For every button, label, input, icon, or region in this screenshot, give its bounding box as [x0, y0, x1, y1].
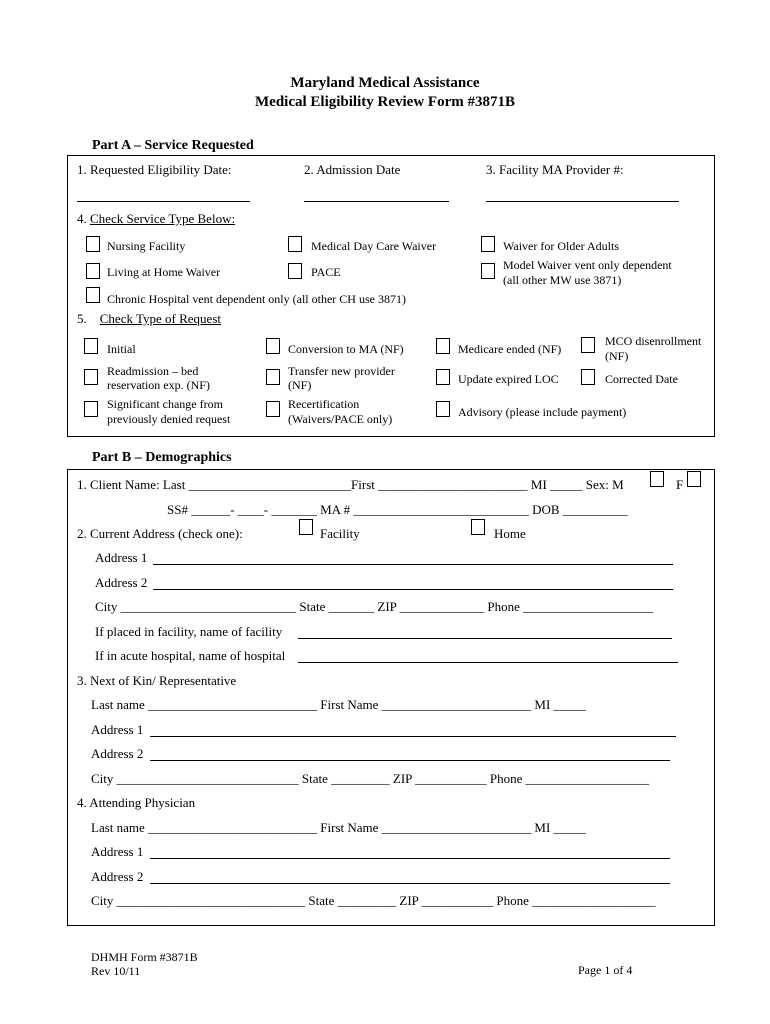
initial-label: Initial	[107, 342, 136, 356]
home-checkbox[interactable]	[471, 519, 485, 535]
form-title-line2: Medical Eligibility Review Form #3871B	[255, 94, 515, 110]
model-waiver-label-1: Model Waiver vent only dependent	[503, 258, 672, 272]
recertification-label-1: Recertification	[288, 397, 360, 411]
sex-male-checkbox[interactable]	[650, 471, 664, 487]
medicare-ended-label: Medicare ended (NF)	[458, 342, 562, 356]
significant-change-checkbox[interactable]	[84, 401, 98, 417]
q5-text: Check Type of Request	[99, 311, 221, 326]
physician-address2-field[interactable]	[150, 883, 670, 884]
sex-female-checkbox[interactable]	[687, 471, 701, 487]
hospital-name-label: If in acute hospital, name of hospital	[95, 648, 286, 663]
living-at-home-checkbox[interactable]	[86, 263, 100, 279]
advisory-label: Advisory (please include payment)	[458, 405, 627, 419]
older-adults-checkbox[interactable]	[481, 236, 495, 252]
mco-disenrollment-checkbox[interactable]	[581, 337, 595, 353]
next-of-kin-title: 3. Next of Kin/ Representative	[77, 673, 237, 688]
corrected-date-label: Corrected Date	[605, 372, 678, 386]
conversion-checkbox[interactable]	[266, 338, 280, 354]
kin-address1-field[interactable]	[150, 736, 676, 737]
physician-city-row[interactable]: City _____________________________ State _________ ZIP ___________ Phone ___________________	[91, 893, 656, 908]
transfer-provider-checkbox[interactable]	[266, 369, 280, 385]
provider-number-field[interactable]	[486, 201, 679, 202]
footer-revision: Rev 10/11	[91, 964, 141, 978]
current-address-label: 2. Current Address (check one):	[77, 526, 243, 541]
pace-label: PACE	[311, 265, 341, 279]
sex-female-label: F	[676, 477, 684, 492]
facility-checkbox[interactable]	[299, 519, 313, 535]
nursing-facility-label: Nursing Facility	[107, 239, 186, 253]
day-care-waiver-label: Medical Day Care Waiver	[311, 239, 437, 253]
hospital-name-field[interactable]	[298, 662, 678, 663]
advisory-checkbox[interactable]	[436, 401, 450, 417]
city-state-zip-phone-row[interactable]: City ___________________________ State _______ ZIP _____________ Phone ____________________	[95, 599, 654, 614]
kin-name-row[interactable]: Last name __________________________ First Name _______________________ MI _____	[91, 697, 587, 712]
client-name-row[interactable]: 1. Client Name: Last _________________________First _______________________ MI _____ Sex: M	[77, 477, 624, 492]
readmission-label-1: Readmission – bed	[107, 364, 199, 378]
q5-number: 5.	[77, 311, 87, 326]
model-waiver-checkbox[interactable]	[481, 263, 495, 279]
model-waiver-label-2: (all other MW use 3871)	[503, 273, 622, 287]
day-care-waiver-checkbox[interactable]	[288, 236, 302, 252]
physician-name-row[interactable]: Last name __________________________ First Name _______________________ MI _____	[91, 820, 587, 835]
medicare-ended-checkbox[interactable]	[436, 338, 450, 354]
form-title-line1: Maryland Medical Assistance	[290, 75, 480, 91]
q4-number: 4.	[77, 211, 87, 226]
q5-label	[77, 311, 221, 327]
readmission-label-2: reservation exp. (NF)	[107, 378, 210, 392]
q4-text: Check Service Type Below:	[90, 211, 236, 226]
kin-city-row[interactable]: City ____________________________ State _________ ZIP ___________ Phone ___________________	[91, 771, 650, 786]
update-loc-checkbox[interactable]	[436, 369, 450, 385]
footer-page-number: Page 1 of 4	[578, 963, 633, 977]
facility-name-field[interactable]	[298, 638, 672, 639]
home-label: Home	[494, 526, 526, 541]
recertification-label-2: (Waivers/PACE only)	[288, 412, 393, 426]
pace-checkbox[interactable]	[288, 263, 302, 279]
address1-label: Address 1	[95, 550, 148, 565]
kin-address1-label: Address 1	[91, 722, 144, 737]
kin-address2-label: Address 2	[91, 746, 144, 761]
physician-address2-label: Address 2	[91, 869, 144, 884]
nursing-facility-checkbox[interactable]	[86, 236, 100, 252]
q3-label: 3. Facility MA Provider #:	[486, 162, 624, 177]
kin-address2-field[interactable]	[150, 760, 670, 761]
recertification-checkbox[interactable]	[266, 401, 280, 417]
physician-address1-field[interactable]	[150, 858, 670, 859]
transfer-provider-label-1: Transfer new provider	[288, 364, 395, 378]
address2-label: Address 2	[95, 575, 148, 590]
part-b-title: Part B – Demographics	[92, 450, 232, 465]
facility-label: Facility	[320, 526, 360, 541]
q2-label: 2. Admission Date	[304, 162, 401, 177]
facility-name-label: If placed in facility, name of facility	[95, 624, 283, 639]
address1-field[interactable]	[153, 564, 673, 565]
mco-disenrollment-label-1: MCO disenrollment	[605, 334, 702, 348]
older-adults-label: Waiver for Older Adults	[503, 239, 620, 253]
eligibility-date-field[interactable]	[77, 201, 250, 202]
q1-label: 1. Requested Eligibility Date:	[77, 162, 232, 177]
mco-disenrollment-label-2: (NF)	[605, 349, 629, 363]
admission-date-field[interactable]	[304, 201, 449, 202]
significant-change-label-2: previously denied request	[107, 412, 231, 426]
address2-field[interactable]	[153, 589, 673, 590]
initial-checkbox[interactable]	[84, 338, 98, 354]
significant-change-label-1: Significant change from	[107, 397, 223, 411]
physician-title: 4. Attending Physician	[77, 795, 196, 810]
chronic-hospital-label: Chronic Hospital vent dependent only (all other CH use 3871)	[107, 292, 406, 306]
conversion-label: Conversion to MA (NF)	[288, 342, 404, 356]
q4-label	[77, 211, 235, 227]
corrected-date-checkbox[interactable]	[581, 369, 595, 385]
chronic-hospital-checkbox[interactable]	[86, 287, 100, 303]
physician-address1-label: Address 1	[91, 844, 144, 859]
footer-form-number: DHMH Form #3871B	[91, 950, 198, 964]
part-a-title: Part A – Service Requested	[92, 138, 254, 153]
living-at-home-label: Living at Home Waiver	[107, 265, 221, 279]
readmission-checkbox[interactable]	[84, 369, 98, 385]
ss-ma-dob-row[interactable]: SS# ______- ____- _______ MA # ___________________________ DOB __________	[167, 502, 628, 517]
update-loc-label: Update expired LOC	[458, 372, 559, 386]
transfer-provider-label-2: (NF)	[288, 378, 312, 392]
